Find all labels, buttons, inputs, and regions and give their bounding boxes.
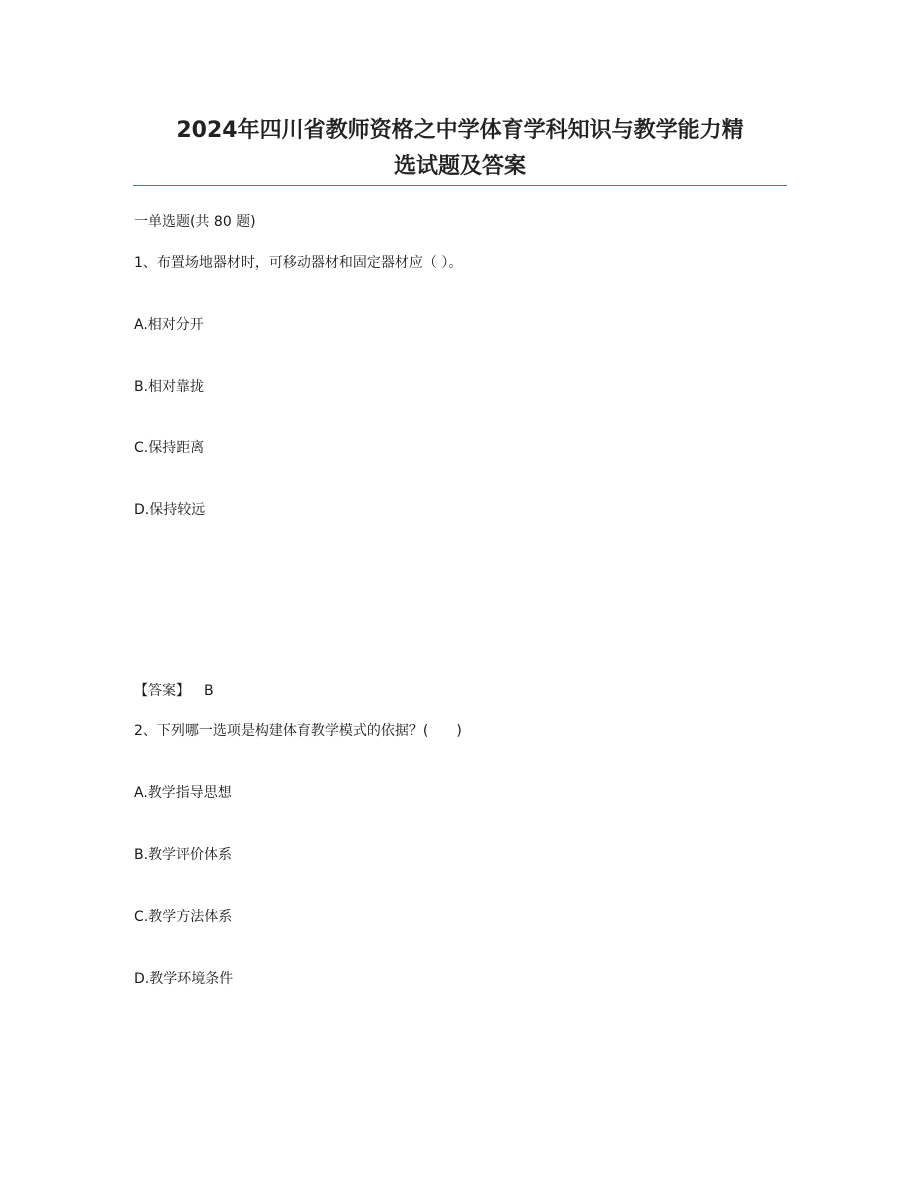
page-title: [133, 113, 787, 185]
question-1-answer: [134, 681, 214, 701]
answer-value: B: [204, 683, 214, 699]
question-1-option-d: D.保持较远: [134, 502, 206, 518]
answer-label: 【答案】: [134, 683, 190, 699]
question-2-option-c: C.教学方法体系: [134, 909, 233, 925]
question-2-stem: 2、下列哪一选项是构建体育教学模式的依据？( ): [134, 723, 462, 739]
question-2-option-b: B.教学评价体系: [134, 847, 233, 863]
question-2-option-a: A.教学指导思想: [134, 785, 232, 801]
question-1-option-a: A.相对分开: [134, 317, 204, 333]
section-heading: 一单选题(共 80 题): [134, 214, 256, 230]
question-1-option-b: B.相对靠拢: [134, 379, 205, 395]
question-1-stem: 1、布置场地器材时，可移动器材和固定器材应（ ）。: [134, 255, 463, 271]
title-line-2: 选试题及答案: [393, 154, 526, 179]
title-divider: [133, 185, 787, 186]
title-line-1: 2024年四川省教师资格之中学体育学科知识与教学能力精: [176, 118, 744, 143]
question-2-option-d: D.教学环境条件: [134, 971, 234, 987]
question-1-option-c: C.保持距离: [134, 440, 205, 456]
